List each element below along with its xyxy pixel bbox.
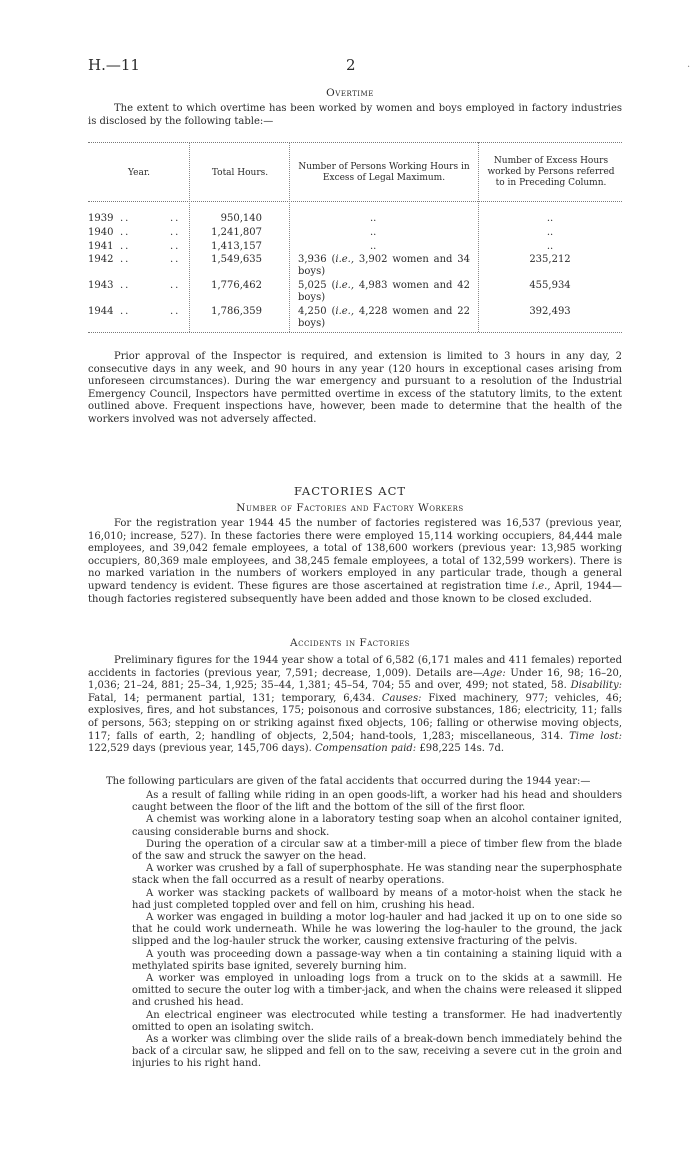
table-row-year: 1939 (88, 213, 114, 224)
col-header-excess-hours: Number of Excess Hours worked by Persons referred to in Preceding Column. (487, 156, 615, 188)
overtime-approval-paragraph: Prior approval of the Inspector is required, and extension is limited to 3 hours in any day, 2 consecutive days in any week, and 90 hours in any year (120 hours in exceptional cases arising from unforeseen circumstances). During the war emergency and pursuant to a resolution of the Industrial Emergency Council, Inspectors have permitted overtime in excess of the statutory limits, to the extent outlined above. Frequent inspections have, however, been made to determine that the health of the workers involved was not adversely affected. (88, 351, 622, 425)
row-leader: .. (170, 280, 181, 291)
table-row-year: 1941 (88, 241, 114, 252)
table-row-excess: 235,212 (529, 254, 571, 265)
table-row-year: 1943 (88, 280, 114, 291)
row-leader: .. (170, 306, 181, 317)
table-row-excess: 455,934 (529, 280, 571, 291)
list-item: A worker was employed in unloading logs from a truck on to the skids at a sawmill. He omitted to secure the outer log with a timber-jack, and when the chains were released it slipped and crushed his head. (132, 973, 622, 1009)
table-row-persons: 4,250 (i.e., 4,228 women and 22 boys) (298, 306, 470, 329)
table-col-divider-1 (189, 142, 190, 332)
fatal-accidents-list (132, 790, 622, 1071)
table-row-persons: .. (370, 213, 377, 224)
table-row-total: 1,413,157 (211, 241, 262, 252)
row-leader: .. (120, 254, 131, 265)
col-header-total-hours: Total Hours. (211, 168, 269, 178)
list-item: During the operation of a circular saw at a timber-mill a piece of timber flew from the blade of the saw and struck the sawyer on the head. (132, 838, 622, 863)
table-row-persons: .. (370, 227, 377, 238)
table-bottom-rule (88, 332, 622, 333)
row-leader: .. (170, 227, 181, 238)
table-row-persons: 3,936 (i.e., 3,902 women and 34 boys) (298, 254, 470, 277)
table-top-rule (88, 142, 622, 143)
row-leader: .. (120, 213, 131, 224)
table-row-year: 1942 (88, 254, 114, 265)
list-item: As a result of falling while riding in an open goods-lift, a worker had his head and shoulders caught between the floor of the lift and the bottom of the sill of the first floor. (132, 790, 622, 814)
list-item: A worker was engaged in building a motor log-hauler and had jacked it up on to one side so that he could work underneath. While he was lowering the log-hauler to the ground, the jack slipped and the log-hauler struck the worker, causing extensive fracturing of the pelvis. (132, 912, 622, 948)
list-item: A youth was proceeding down a passage-way when a tin containing a staining liquid with a methylated spirits base ignited, severely burning him. (132, 948, 622, 972)
table-header-rule (88, 201, 622, 202)
row-leader: .. (170, 213, 181, 224)
col-header-year: Year. (127, 168, 151, 178)
factories-workers-subheading: Number of Factories and Factory Workers (236, 502, 464, 514)
accidents-subheading: Accidents in Factories (290, 637, 410, 649)
page-number: 2 (346, 56, 356, 74)
list-item: An electrical engineer was electrocuted while testing a transformer. He had inadvertently omitted to open an isolating switch. (132, 1009, 622, 1033)
table-row-persons: 5,025 (i.e., 4,983 women and 42 boys) (298, 280, 470, 303)
table-row-total: 1,241,807 (211, 227, 262, 238)
row-leader: .. (170, 254, 181, 265)
table-row-total: 1,549,635 (211, 254, 262, 265)
factories-act-heading: FACTORIES ACT (293, 484, 407, 498)
table-row-excess: .. (546, 213, 554, 224)
list-item: A chemist was working alone in a laboratory testing soap when an alcohol container ignited, causing considerable burns and shock. (132, 814, 622, 838)
table-row-total: 1,786,359 (211, 306, 262, 317)
document-reference: H.—11 (88, 56, 140, 74)
row-leader: .. (120, 280, 131, 291)
col-header-persons: Number of Persons Working Hours in Excess of Legal Maximum. (298, 162, 470, 183)
list-item: A worker was stacking packets of wallboard by means of a motor-hoist when the stack he had just completed toppled over and fell on him, crushing his head. (132, 887, 622, 911)
table-row-year: 1940 (88, 227, 114, 238)
overtime-heading: Overtime (326, 87, 374, 99)
list-item: A worker was crushed by a fall of superphosphate. He was standing near the superphosphate stack when the fall occurred as a result of nearby operations. (132, 863, 622, 887)
table-col-divider-2 (289, 142, 290, 332)
list-item: As a worker was climbing over the slide rails of a break-down bench immediately behind the back of a circular saw, he slipped and fell on to the saw, receiving a severe cut in the groin and injuries to his right hand. (132, 1034, 622, 1070)
table-row-excess: .. (546, 241, 554, 252)
table-row-excess: .. (546, 227, 554, 238)
table-row-excess: 392,493 (529, 306, 571, 317)
accidents-paragraph: Preliminary figures for the 1944 year show a total of 6,582 (6,171 males and 411 females) reported accidents in factories (previous year, 7,591; decrease, 1,009). Details are—Age: Under 16, 98; 16–20, 1,036; 21–24, 881; 25–34, 1,925; 35–44, 1,381; 45–54, 704; 55 and over, 499; not stated, 58. Disability: Fatal, 14; permanent partial, 131; temporary, 6,434. Causes: Fixed machinery, 977; vehicles, 46; explosives, fires, and hot substances, 175; poisonous and corrosive substances, 186; electricity, 11; falls of persons, 563; stepping on or striking against fixed objects, 106; falling or otherwise moving objects, 117; falls of earth, 2; handling of objects, 2,504; hand-tools, 1,283; miscellaneous, 314. Time lost: 122,529 days (previous year, 145,706 days). Compensation paid: £98,225 14s. 7d. (88, 655, 622, 755)
table-row-total: 1,776,462 (211, 280, 262, 291)
row-leader: .. (120, 227, 131, 238)
row-leader: .. (170, 241, 181, 252)
factories-paragraph: For the registration year 1944 45 the number of factories registered was 16,537 (previous year, 16,010; increase, 527). In these factories there were employed 15,114 working occupiers, 84,444 male employees, and 39,042 female employees, a total of 138,600 workers (previous year: 13,985 working occupiers, 80,369 male employees, and 38,245 female employees, a total of 132,599 workers). There is no marked variation in the numbers of workers employed in any particular trade, though a general upward tendency is evident. These figures are those ascertained at registration time i.e., April, 1944—though factories registered subsequently have been added and those known to be closed excluded. (88, 518, 622, 605)
row-leader: .. (120, 306, 131, 317)
table-col-divider-3 (478, 142, 479, 332)
edge-mark: · (687, 62, 691, 73)
table-row-persons: .. (370, 241, 377, 252)
overtime-intro: The extent to which overtime has been worked by women and boys employed in factory industries is disclosed by the following table:— (88, 103, 622, 127)
row-leader: .. (120, 241, 131, 252)
table-row-year: 1944 (88, 306, 114, 317)
table-row-total: 950,140 (220, 213, 262, 224)
fatal-accidents-intro: The following particulars are given of the fatal accidents that occurred during the 1944 year:— (106, 776, 591, 787)
